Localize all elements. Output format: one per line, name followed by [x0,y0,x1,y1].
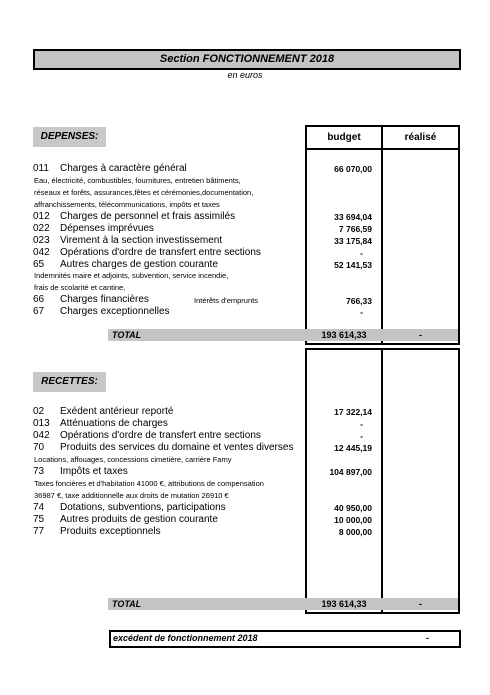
depenses-section-label: DEPENSES: [33,127,106,147]
recette-code: 77 [33,526,45,537]
depense-label: Charges exceptionnelles [60,306,170,317]
recette-label: Opérations d'ordre de transfert entre sections [60,430,261,441]
depense-budget-value: 66 070,00 [334,164,372,174]
depense-label: Dépenses imprévues [60,223,154,234]
depense-code: 012 [33,211,50,222]
recette-budget-value: 17 322,14 [334,407,372,417]
depense-code: 66 [33,294,45,305]
depense-code: 042 [33,247,50,258]
recette-code: 02 [33,406,45,417]
realise-column-header: réalisé [404,132,437,143]
excedent-label: excédent de fonctionnement 2018 [113,633,258,643]
depense-code: 023 [33,235,50,246]
recette-label: Atténuations de charges [60,418,168,429]
recette-note: Taxes foncières et d'habitation 41000 €, attributions de compensation [34,479,264,488]
depense-code: 011 [33,163,49,174]
depense-budget-value: 766,33 [346,296,372,306]
recettes-realise-column [381,348,460,614]
recettes-section-label: RECETTES: [33,372,106,392]
depense-detail: Intérêts d'emprunts [194,296,258,305]
recette-code: 74 [33,502,45,513]
recette-budget-value: - [360,419,363,429]
depense-label: Charges de personnel et frais assimilés [60,211,236,222]
recette-code: 013 [33,418,50,429]
budget-column-header: budget [327,132,361,143]
header-divider [305,148,458,150]
depense-label: Autres charges de gestion courante [60,259,218,270]
depense-note: frais de scolarité et cantine, [34,283,126,292]
recette-budget-value: 104 897,00 [329,467,372,477]
recettes-total-realise: - [419,599,422,609]
depenses-realise-column [381,125,460,345]
recette-note: 36987 €, taxe additionnelle aux droits de mutation 26910 € [34,491,229,500]
depense-code: 65 [33,259,45,270]
depense-code: 67 [33,306,45,317]
depense-label: Charges financières [60,294,149,305]
depense-budget-value: 33 175,84 [334,236,372,246]
depense-budget-value: - [360,248,363,258]
depense-budget-value: 33 694,04 [334,212,372,222]
recette-code: 73 [33,466,45,477]
depense-note: affranchissements, télécommunications, impôts et taxes [34,200,220,209]
depense-note: réseaux et forêts, assurances,fêtes et cérémonies,documentation, [34,188,254,197]
recette-label: Exédent antérieur reporté [60,406,174,417]
recette-budget-value: 12 445,19 [334,443,372,453]
total-label: TOTAL [112,599,142,609]
depense-code: 022 [33,223,50,234]
recette-code: 70 [33,442,45,453]
depense-budget-value: - [360,307,363,317]
recettes-total-budget: 193 614,33 [321,599,367,609]
depense-label: Opérations d'ordre de transfert entre sections [60,247,261,258]
depense-note: Eau, électricité, combustibles, fournitures, entretien bâtiments, [34,176,241,185]
recette-label: Dotations, subventions, participations [60,502,226,513]
recette-label: Produits des services du domaine et ventes diverses [60,442,294,453]
depenses-total-budget: 193 614,33 [321,330,367,340]
recette-budget-value: 8 000,00 [338,527,372,537]
total-label: TOTAL [112,330,142,340]
recette-code: 75 [33,514,45,525]
depenses-total-realise: - [419,330,422,340]
recettes-budget-column [305,348,383,614]
page-title: Section FONCTIONNEMENT 2018 [33,49,461,70]
excedent-value: - [426,633,429,643]
depense-budget-value: 52 141,53 [334,260,372,270]
depense-budget-value: 7 766,59 [338,224,372,234]
depense-label: Virement à la section investissement [60,235,223,246]
recette-budget-value: - [360,431,363,441]
recette-label: Autres produits de gestion courante [60,514,218,525]
recette-label: Impôts et taxes [60,466,128,477]
depense-label: Charges à caractère général [60,163,187,174]
recette-budget-value: 40 950,00 [334,503,372,513]
depense-note: Indemnités maire et adjoints, subvention, service incendie, [34,271,229,280]
recette-label: Produits exceptionnels [60,526,161,537]
recette-note: Locations, affouages, concessions cimetière, carrière Famy [34,455,232,464]
currency-note: en euros [227,70,263,80]
recette-budget-value: 10 000,00 [334,515,372,525]
recette-code: 042 [33,430,50,441]
